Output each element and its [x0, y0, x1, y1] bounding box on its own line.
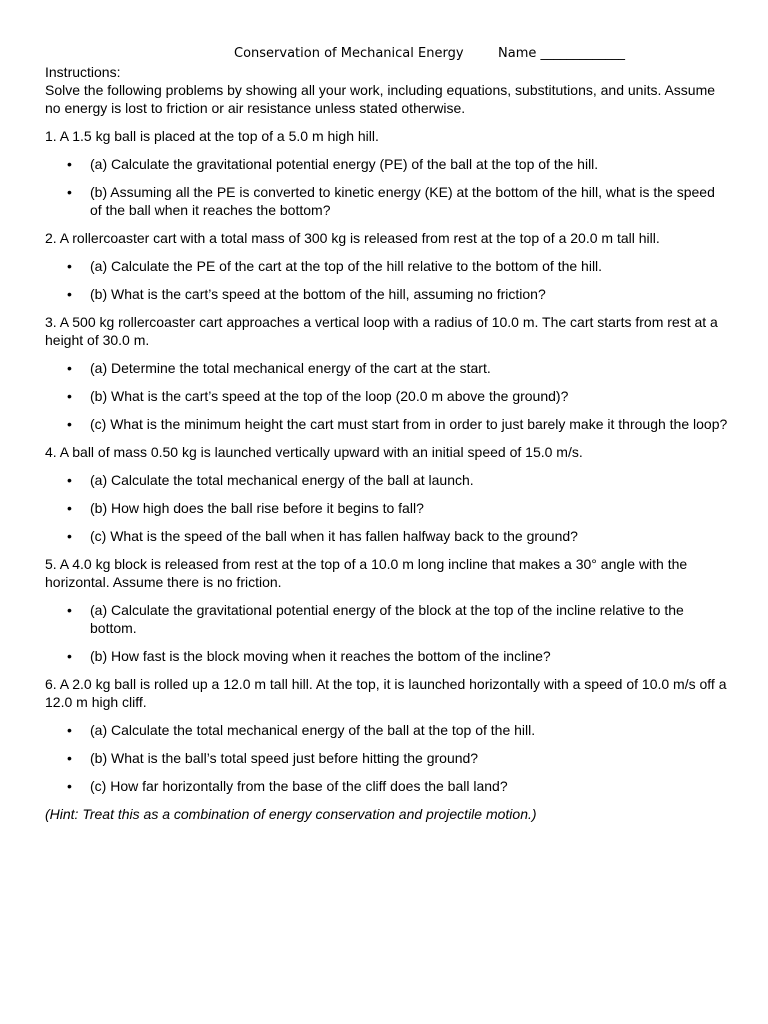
problem-parts-list [45, 721, 730, 795]
worksheet-body [45, 63, 730, 823]
bullet-icon: • [67, 722, 72, 738]
document-title: Conservation of Mechanical Energy [234, 46, 464, 61]
part-text: (b) What is the ball’s total speed just before hitting the ground? [90, 750, 479, 766]
problem-parts-list [45, 359, 730, 433]
problem-part [45, 527, 730, 545]
problem-2 [45, 229, 730, 303]
problem-part [45, 499, 730, 517]
document-header [0, 45, 768, 63]
problem-part [45, 257, 730, 275]
problem-part [45, 749, 730, 767]
bullet-icon: • [67, 360, 72, 376]
problem-part [45, 155, 730, 173]
part-text: (a) Calculate the PE of the cart at the top of the hill relative to the bottom of the hill. [90, 258, 603, 274]
name-field-label: Name _____________ [498, 46, 625, 61]
instructions-label: Instructions: [45, 64, 121, 80]
problem-part [45, 777, 730, 795]
part-text: (b) How high does the ball rise before it begins to fall? [90, 500, 424, 516]
bullet-icon: • [67, 750, 72, 766]
bullet-icon: • [67, 416, 72, 432]
part-text: (a) Calculate the gravitational potential energy (PE) of the ball at the top of the hill. [90, 156, 599, 172]
problem-statement: 5. A 4.0 kg block is released from rest at the top of a 10.0 m long incline that makes a 30° angle with the horizontal. Assume there is no friction. [45, 556, 688, 590]
bullet-icon: • [67, 184, 72, 200]
part-text: (a) Calculate the total mechanical energy of the ball at the top of the hill. [90, 722, 536, 738]
part-text: (c) What is the minimum height the cart must start from in order to just barely make it through the loop? [90, 416, 728, 432]
bullet-icon: • [67, 388, 72, 404]
bullet-icon: • [67, 778, 72, 794]
problem-6 [45, 675, 730, 795]
problem-4 [45, 443, 730, 545]
hint-text: (Hint: Treat this as a combination of energy conservation and projectile motion.) [45, 806, 537, 822]
problem-part [45, 415, 730, 433]
bullet-icon: • [67, 648, 72, 664]
problem-1 [45, 127, 730, 219]
problem-part [45, 285, 730, 303]
problem-part [45, 647, 730, 665]
problem-part [45, 471, 730, 489]
bullet-icon: • [67, 258, 72, 274]
bullet-icon: • [67, 156, 72, 172]
bullet-icon: • [67, 472, 72, 488]
bullet-icon: • [67, 602, 72, 618]
problem-3 [45, 313, 730, 433]
problem-statement: 1. A 1.5 kg ball is placed at the top of a 5.0 m high hill. [45, 128, 379, 144]
part-text: (a) Calculate the total mechanical energy of the ball at launch. [90, 472, 474, 488]
problem-statement: 3. A 500 kg rollercoaster cart approaches a vertical loop with a radius of 10.0 m. The cart starts from rest at a height of 30.0 m. [45, 314, 718, 348]
instructions-text: Solve the following problems by showing all your work, including equations, substitutions, and units. Assume no energy is lost to friction or air resistance unless stated otherwise. [45, 82, 716, 116]
part-text: (a) Determine the total mechanical energy of the cart at the start. [90, 360, 491, 376]
bullet-icon: • [67, 500, 72, 516]
part-text: (b) What is the cart’s speed at the bottom of the hill, assuming no friction? [90, 286, 546, 302]
problem-statement: 4. A ball of mass 0.50 kg is launched vertically upward with an initial speed of 15.0 m/s. [45, 444, 583, 460]
problem-parts-list [45, 257, 730, 303]
part-text: (b) How fast is the block moving when it reaches the bottom of the incline? [90, 648, 551, 664]
problem-5 [45, 555, 730, 665]
bullet-icon: • [67, 528, 72, 544]
problem-parts-list [45, 155, 730, 219]
problem-part [45, 183, 730, 219]
problem-part [45, 601, 730, 637]
part-text: (b) What is the cart’s speed at the top of the loop (20.0 m above the ground)? [90, 388, 569, 404]
bullet-icon: • [67, 286, 72, 302]
part-text: (b) Assuming all the PE is converted to kinetic energy (KE) at the bottom of the hill, what is the speed of the ball when it reaches the bottom? [90, 184, 715, 218]
problem-part [45, 387, 730, 405]
problem-part [45, 359, 730, 377]
problem-parts-list [45, 601, 730, 665]
problem-part [45, 721, 730, 739]
part-text: (c) What is the speed of the ball when it has fallen halfway back to the ground? [90, 528, 578, 544]
part-text: (a) Calculate the gravitational potential energy of the block at the top of the incline relative to the bottom. [90, 602, 684, 636]
part-text: (c) How far horizontally from the base of the cliff does the ball land? [90, 778, 508, 794]
problem-statement: 2. A rollercoaster cart with a total mass of 300 kg is released from rest at the top of a 20.0 m tall hill. [45, 230, 660, 246]
problem-parts-list [45, 471, 730, 545]
problem-statement: 6. A 2.0 kg ball is rolled up a 12.0 m tall hill. At the top, it is launched horizontally with a speed of 10.0 m/s off a 12.0 m high cliff. [45, 676, 727, 710]
